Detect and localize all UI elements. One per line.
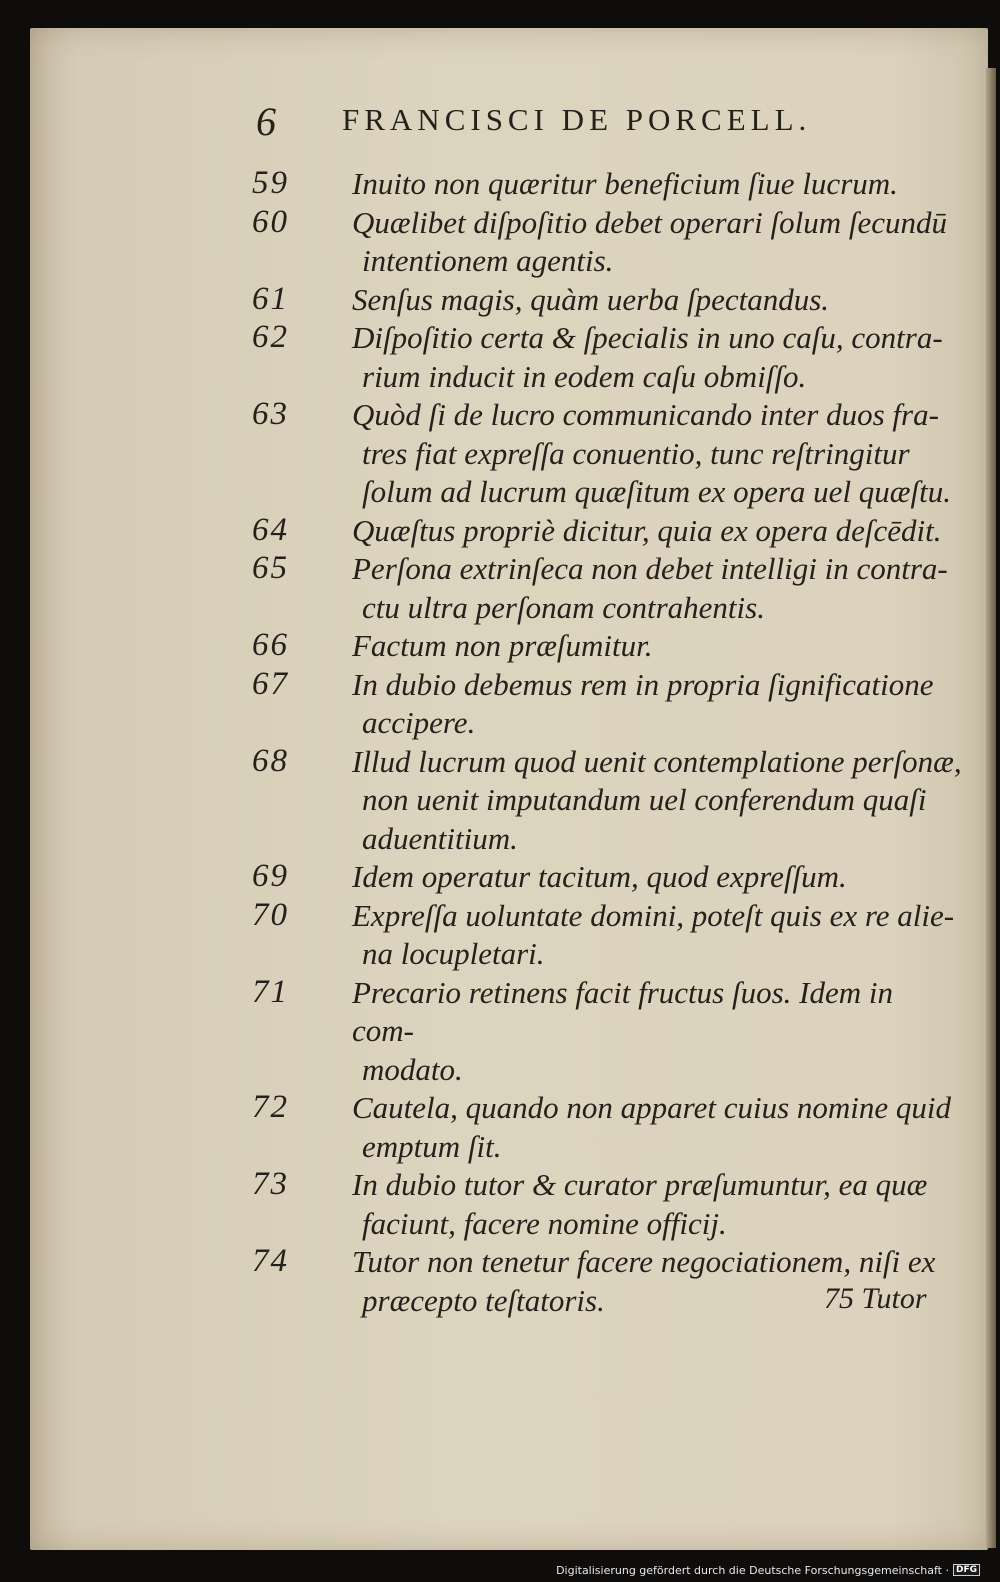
entry-item: [252, 1089, 962, 1166]
entry-text: [352, 396, 962, 512]
entry-line: faciunt, facere nomine officij.: [362, 1205, 727, 1241]
entry-item: [252, 666, 962, 743]
catchword: 75 Tutor: [824, 1282, 927, 1315]
footer-credit: Digitalisierung gefördert durch die Deutsche Forschungsgemeinschaft ·: [556, 1563, 949, 1577]
entry-number: 59: [252, 165, 289, 201]
entry-line: ſolum ad lucrum quæſitum ex opera uel quæſtu.: [362, 474, 951, 509]
entry-item: [252, 512, 962, 551]
entry-line: na locupletari.: [362, 936, 545, 971]
entry-line: Cautela, quando non apparet cuius nomine quid: [352, 1090, 952, 1125]
page-number: 6: [256, 99, 276, 144]
entry-line: aduentitium.: [362, 820, 518, 856]
entry-line: In dubio debemus rem in propria ſignificatione: [352, 666, 934, 702]
entry-number: 65: [252, 550, 289, 586]
entry-text: [352, 281, 962, 320]
entry-text: [352, 1166, 962, 1243]
page-edge: [986, 68, 996, 1548]
entry-text: [352, 974, 962, 1090]
entry-number: 61: [252, 280, 289, 317]
entry-item: [252, 396, 962, 512]
entry-text: [352, 165, 962, 204]
entry-text: [352, 666, 962, 743]
entry-text: [352, 319, 962, 396]
entry-line: intentionem agentis.: [362, 243, 614, 278]
entry-item: [252, 204, 962, 281]
entry-text: [352, 897, 962, 974]
entry-text: [352, 550, 962, 627]
entry-item: [252, 281, 962, 320]
digitization-footer: [556, 1560, 980, 1580]
entry-line: Tutor non tenetur facere negociationem, niſi ex: [352, 1244, 936, 1279]
entry-item: [252, 627, 962, 666]
entry-item: [252, 165, 962, 204]
entry-number: 67: [252, 665, 289, 702]
entry-number: 72: [252, 1089, 289, 1125]
entry-item: [252, 897, 962, 974]
entry-line: ctu ultra perſonam contrahentis.: [362, 589, 765, 625]
entry-text: [352, 743, 962, 859]
entry-text: [352, 858, 962, 897]
running-title: FRANCISCI DE PORCELL.: [342, 102, 812, 137]
entry-number: 66: [252, 627, 289, 663]
entry-line: Idem operatur tacitum, quod expreſſum.: [352, 859, 847, 894]
entry-item: [252, 319, 962, 396]
entry-line: Quælibet diſpoſitio debet operari ſolum ſecundū: [352, 204, 947, 240]
entry-line: tres fiat expreſſa conuentio, tunc reſtringitur: [362, 435, 910, 471]
entry-line: In dubio tutor & curator præſumuntur, ea quæ: [352, 1167, 928, 1202]
entry-line: Perſona extrinſeca non debet intelligi in contra-: [352, 551, 948, 586]
entry-text: [352, 627, 962, 666]
entry-text: [352, 204, 962, 281]
entry-item: [252, 1166, 962, 1243]
entry-line: Inuito non quæritur beneficium ſiue lucrum.: [352, 166, 898, 201]
entry-line: Illud lucrum quod uenit contemplatione perſonæ,: [352, 743, 962, 779]
entry-item: [252, 974, 962, 1090]
entry-line: modato.: [362, 1051, 463, 1087]
entry-item: [252, 858, 962, 897]
entry-item: [252, 550, 962, 627]
entry-number: 64: [252, 511, 289, 548]
entry-number: 70: [252, 896, 289, 933]
entry-line: Precario retinens facit fructus ſuos. Idem in com-: [352, 974, 893, 1048]
entry-line: præcepto teſtatoris.: [362, 1282, 605, 1318]
entry-number: 68: [252, 742, 289, 779]
entry-number: 74: [252, 1243, 289, 1279]
page-header: [256, 98, 926, 148]
entry-line: rium inducit in eodem caſu obmiſſo.: [362, 358, 807, 394]
entry-list: [252, 165, 962, 1320]
entry-number: 62: [252, 319, 289, 355]
entry-item: [252, 743, 962, 859]
entry-text: [352, 512, 962, 551]
entry-line: Expreſſa uoluntate domini, poteſt quis ex re alie-: [352, 897, 955, 933]
entry-line: Senſus magis, quàm uerba ſpectandus.: [352, 281, 830, 317]
entry-number: 63: [252, 396, 289, 432]
entry-number: 73: [252, 1166, 289, 1202]
entry-line: non uenit imputandum uel conferendum quaſi: [362, 782, 927, 817]
entry-number: 69: [252, 858, 289, 894]
entry-line: Quæſtus propriè dicitur, quia ex opera deſcēdit.: [352, 512, 942, 548]
entry-number: 60: [252, 203, 289, 240]
entry-line: Diſpoſitio certa & ſpecialis in uno caſu, contra-: [352, 320, 943, 355]
entry-line: accipere.: [362, 705, 476, 740]
entry-number: 71: [252, 973, 289, 1010]
entry-text: [352, 1089, 962, 1166]
dfg-logo-icon: DFG: [953, 1564, 980, 1576]
entry-line: Factum non præſumitur.: [352, 628, 653, 663]
entry-line: Quòd ſi de lucro communicando inter duos fra-: [352, 397, 939, 432]
entry-line: emptum ſit.: [362, 1128, 502, 1164]
